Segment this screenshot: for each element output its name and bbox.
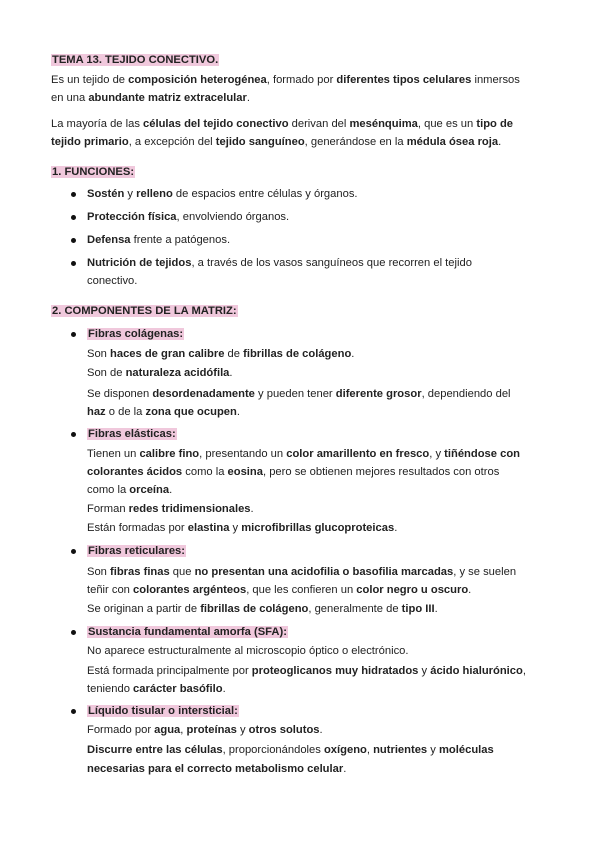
component-detail-line: como la orceína. (87, 484, 173, 496)
component-title: Líquido tisular o intersticial: (88, 705, 238, 717)
section-heading-funciones: 1. FUNCIONES: (52, 166, 135, 178)
component-detail-line: Discurre entre las células, proporcionándoles oxígeno, nutrientes y moléculas (87, 744, 494, 756)
component-detail-line: Está formada principalmente por proteoglicanos muy hidratados y ácido hialurónico, (87, 665, 526, 677)
intro-line: en una abundante matriz extracelular. (51, 92, 250, 104)
component-detail-line: teniendo carácter basófilo. (87, 683, 226, 695)
component-detail-line: Tienen un calibre fino, presentando un color amarillento en fresco, y tiñéndose con (87, 448, 520, 460)
bullet-icon (71, 549, 76, 554)
component-detail-line: haz o de la zona que ocupen. (87, 406, 240, 418)
component-detail-line: Se disponen desordenadamente y pueden tener diferente grosor, dependiendo del (87, 388, 511, 400)
section-heading-componentes: 2. COMPONENTES DE LA MATRIZ: (52, 305, 237, 317)
bullet-icon (71, 238, 76, 243)
component-detail-line: Son de naturaleza acidófila. (87, 367, 233, 379)
component-detail-line: Son haces de gran calibre de fibrillas de colágeno. (87, 348, 355, 360)
bullet-icon (71, 332, 76, 337)
bullet-icon (71, 192, 76, 197)
component-title: Sustancia fundamental amorfa (SFA): (88, 626, 287, 638)
component-detail-line: Son fibras finas que no presentan una acidofilia o basofilia marcadas, y se suelen (87, 566, 517, 578)
function-item-line: Protección física, envolviendo órganos. (87, 211, 290, 223)
intro-line: Es un tejido de composición heterogénea, formado por diferentes tipos celulares inmersos (51, 74, 520, 86)
function-item-line: conectivo. (87, 275, 138, 287)
bullet-icon (71, 261, 76, 266)
bullet-icon (71, 215, 76, 220)
function-item-line: Nutrición de tejidos, a través de los vasos sanguíneos que recorren el tejido (87, 257, 472, 269)
component-detail-line: colorantes ácidos como la eosina, pero se obtienen mejores resultados con otros (87, 466, 500, 478)
intro-line: La mayoría de las células del tejido conectivo derivan del mesénquima, que es un tipo de (51, 118, 514, 130)
function-item-line: Sostén y relleno de espacios entre células y órganos. (87, 188, 358, 200)
component-detail-line: necesarias para el correcto metabolismo celular. (87, 763, 347, 775)
component-title: Fibras reticulares: (88, 545, 186, 557)
component-detail-line: Están formadas por elastina y microfibrillas glucoproteicas. (87, 522, 398, 534)
component-title: Fibras elásticas: (88, 428, 176, 440)
function-item-line: Defensa frente a patógenos. (87, 234, 231, 246)
component-detail-line: No aparece estructuralmente al microscopio óptico o electrónico. (87, 645, 409, 657)
component-detail-line: teñir con colorantes argénteos, que les confieren un color negro u oscuro. (87, 584, 472, 596)
bullet-icon (71, 709, 76, 714)
bullet-icon (71, 630, 76, 635)
page-title: TEMA 13. TEJIDO CONECTIVO. (52, 54, 219, 66)
bullet-icon (71, 432, 76, 437)
component-detail-line: Forman redes tridimensionales. (87, 503, 254, 515)
component-title: Fibras colágenas: (88, 328, 184, 340)
component-detail-line: Formado por agua, proteínas y otros solutos. (87, 724, 323, 736)
intro-line: tejido primario, a excepción del tejido sanguíneo, generándose en la médula ósea roja. (51, 136, 502, 148)
component-detail-line: Se originan a partir de fibrillas de colágeno, generalmente de tipo III. (87, 603, 438, 615)
